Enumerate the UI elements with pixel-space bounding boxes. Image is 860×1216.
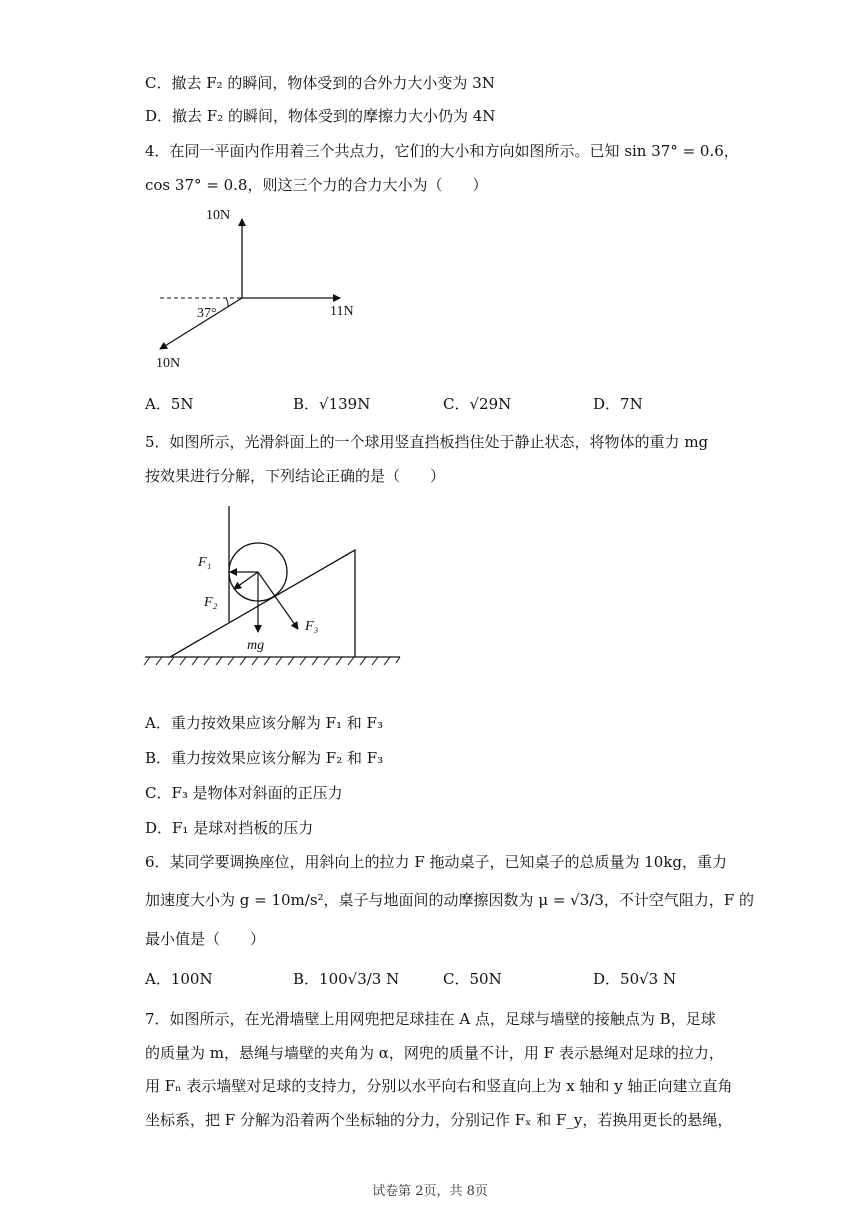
- q6-option-a: A．100N: [145, 970, 213, 988]
- q5-incline-diagram: [140, 500, 405, 668]
- q5-option-d: D．F₁ 是球对挡板的压力: [145, 819, 314, 837]
- q6-stem-line1: 6．某同学要调换座位，用斜向上的拉力 F 拖动桌子，已知桌子的总质量为 10kg，重力: [145, 853, 728, 871]
- q4-stem-line1: 4．在同一平面内作用着三个共点力，它们的大小和方向如图所示。已知 sin 37° = 0.6，: [145, 142, 739, 160]
- q3-option-c: C．撤去 F₂ 的瞬间，物体受到的合外力大小变为 3N: [145, 74, 495, 92]
- q6-option-b: B．100√3/3 N: [293, 970, 400, 988]
- q7-stem-line3: 用 Fₙ 表示墙壁对足球的支持力，分别以水平向右和竖直向上为 x 轴和 y 轴正向建立直角: [145, 1077, 733, 1095]
- q7-stem-line1: 7．如图所示，在光滑墙壁上用网兜把足球挂在 A 点，足球与墙壁的接触点为 B，足球: [145, 1010, 716, 1028]
- q7-stem-line4: 坐标系，把 F 分解为沿着两个坐标轴的分力，分别记作 Fₓ 和 F_y，若换用更长的悬绳，: [145, 1111, 733, 1129]
- q5-stem-line1: 5．如图所示，光滑斜面上的一个球用竖直挡板挡住处于静止状态，将物体的重力 mg: [145, 433, 709, 451]
- angle-arc: [226, 298, 228, 307]
- q5-option-b: B．重力按效果应该分解为 F₂ 和 F₃: [145, 749, 384, 767]
- label-right-force: 11N: [330, 304, 354, 319]
- q4-stem-line2: cos 37° = 0.8，则这三个力的合力大小为（ ）: [145, 176, 488, 194]
- label-angle: 37°: [197, 306, 217, 321]
- q4-option-d: D．7N: [593, 395, 643, 413]
- q7-stem-line2: 的质量为 m，悬绳与墙壁的夹角为 α，网兜的质量不计，用 F 表示悬绳对足球的拉力，: [145, 1044, 724, 1062]
- label-down-left-force: 10N: [156, 356, 181, 371]
- q3-option-d: D．撤去 F₂ 的瞬间，物体受到的摩擦力大小仍为 4N: [145, 107, 496, 125]
- ground-hatching: [144, 657, 400, 665]
- q4-option-a: A．5N: [145, 395, 194, 413]
- force-arrow-f2: [234, 572, 258, 589]
- q6-option-c: C．50N: [443, 970, 502, 988]
- q5-stem-line2: 按效果进行分解，下列结论正确的是（ ）: [145, 467, 446, 485]
- label-f3: F₃: [305, 619, 319, 634]
- label-f1: F₁: [198, 555, 212, 570]
- q6-stem-line3: 最小值是（ ）: [145, 930, 266, 948]
- q5-option-a: A．重力按效果应该分解为 F₁ 和 F₃: [145, 714, 383, 732]
- q6-option-d: D．50√3 N: [593, 970, 677, 988]
- label-up-force: 10N: [206, 208, 231, 223]
- q4-option-b: B．√139N: [293, 395, 371, 413]
- q4-option-c: C．√29N: [443, 395, 512, 413]
- q6-stem-line2: 加速度大小为 g = 10m/s²，桌子与地面间的动摩擦因数为 μ = √3/3，不计空气阻力，F 的: [145, 891, 755, 909]
- label-f2: F₂: [204, 595, 218, 610]
- page-footer: 试卷第 2页，共 8页: [372, 1184, 488, 1199]
- label-mg: mg: [247, 638, 265, 653]
- q4-force-diagram: [140, 205, 380, 375]
- q5-option-c: C．F₃ 是物体对斜面的正压力: [145, 784, 343, 802]
